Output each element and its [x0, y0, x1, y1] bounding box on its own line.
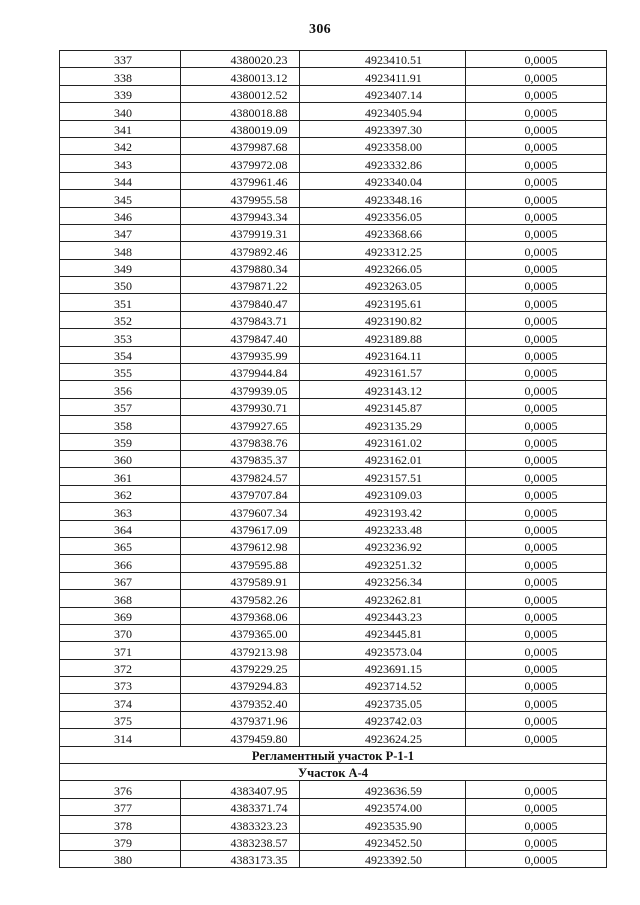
point-number-cell: 341	[60, 120, 181, 137]
y-coordinate-cell: 4923535.90	[300, 816, 466, 833]
accuracy-cell: 0,0005	[466, 381, 607, 398]
point-number-cell: 344	[60, 172, 181, 189]
point-number-cell: 362	[60, 485, 181, 502]
table-row	[60, 590, 607, 607]
accuracy-cell: 0,0005	[466, 520, 607, 537]
accuracy-cell: 0,0005	[466, 555, 607, 572]
table-row	[60, 381, 607, 398]
y-coordinate-cell: 4923162.01	[300, 450, 466, 467]
point-number-cell: 338	[60, 68, 181, 85]
point-number-cell: 356	[60, 381, 181, 398]
point-number-cell: 346	[60, 207, 181, 224]
point-number-cell: 347	[60, 224, 181, 241]
y-coordinate-cell: 4923714.52	[300, 677, 466, 694]
y-coordinate-cell: 4923145.87	[300, 398, 466, 415]
point-number-cell: 349	[60, 259, 181, 276]
accuracy-cell: 0,0005	[466, 485, 607, 502]
point-number-cell: 355	[60, 364, 181, 381]
x-coordinate-cell: 4379838.76	[181, 433, 300, 450]
x-coordinate-cell: 4383371.74	[181, 798, 300, 815]
table-row	[60, 207, 607, 224]
table-row	[60, 224, 607, 241]
x-coordinate-cell: 4379939.05	[181, 381, 300, 398]
x-coordinate-cell: 4379840.47	[181, 294, 300, 311]
x-coordinate-cell: 4379612.98	[181, 537, 300, 554]
accuracy-cell: 0,0005	[466, 398, 607, 415]
table-row	[60, 68, 607, 85]
coordinates-table	[59, 50, 607, 868]
y-coordinate-cell: 4923256.34	[300, 572, 466, 589]
x-coordinate-cell: 4379847.40	[181, 329, 300, 346]
point-number-cell: 339	[60, 85, 181, 102]
x-coordinate-cell: 4379919.31	[181, 224, 300, 241]
table-row	[60, 798, 607, 815]
table-row	[60, 103, 607, 120]
accuracy-cell: 0,0005	[466, 190, 607, 207]
y-coordinate-cell: 4923405.94	[300, 103, 466, 120]
table-row	[60, 677, 607, 694]
table-row	[60, 537, 607, 554]
accuracy-cell: 0,0005	[466, 798, 607, 815]
y-coordinate-cell: 4923109.03	[300, 485, 466, 502]
table-row	[60, 642, 607, 659]
point-number-cell: 375	[60, 711, 181, 728]
table-row	[60, 729, 607, 746]
x-coordinate-cell: 4379961.46	[181, 172, 300, 189]
point-number-cell: 370	[60, 624, 181, 641]
accuracy-cell: 0,0005	[466, 242, 607, 259]
accuracy-cell: 0,0005	[466, 642, 607, 659]
x-coordinate-cell: 4379927.65	[181, 416, 300, 433]
y-coordinate-cell: 4923624.25	[300, 729, 466, 746]
section-plot-title: Участок А-4	[60, 764, 607, 781]
y-coordinate-cell: 4923368.66	[300, 224, 466, 241]
y-coordinate-cell: 4923157.51	[300, 468, 466, 485]
point-number-cell: 377	[60, 798, 181, 815]
accuracy-cell: 0,0005	[466, 137, 607, 154]
point-number-cell: 359	[60, 433, 181, 450]
section-row	[60, 764, 607, 781]
table-row	[60, 607, 607, 624]
x-coordinate-cell: 4380018.88	[181, 103, 300, 120]
point-number-cell: 367	[60, 572, 181, 589]
point-number-cell: 360	[60, 450, 181, 467]
table-row	[60, 833, 607, 850]
table-row	[60, 659, 607, 676]
x-coordinate-cell: 4379459.80	[181, 729, 300, 746]
accuracy-cell: 0,0005	[466, 120, 607, 137]
accuracy-cell: 0,0005	[466, 729, 607, 746]
point-number-cell: 366	[60, 555, 181, 572]
table-row	[60, 190, 607, 207]
point-number-cell: 357	[60, 398, 181, 415]
table-row	[60, 816, 607, 833]
x-coordinate-cell: 4379943.34	[181, 207, 300, 224]
y-coordinate-cell: 4923263.05	[300, 277, 466, 294]
accuracy-cell: 0,0005	[466, 781, 607, 798]
y-coordinate-cell: 4923348.16	[300, 190, 466, 207]
point-number-cell: 358	[60, 416, 181, 433]
table-row	[60, 120, 607, 137]
y-coordinate-cell: 4923189.88	[300, 329, 466, 346]
accuracy-cell: 0,0005	[466, 259, 607, 276]
y-coordinate-cell: 4923443.23	[300, 607, 466, 624]
table-row	[60, 450, 607, 467]
table-row	[60, 624, 607, 641]
y-coordinate-cell: 4923392.50	[300, 850, 466, 867]
table-row	[60, 398, 607, 415]
point-number-cell: 363	[60, 503, 181, 520]
accuracy-cell: 0,0005	[466, 659, 607, 676]
table-row	[60, 694, 607, 711]
x-coordinate-cell: 4379352.40	[181, 694, 300, 711]
y-coordinate-cell: 4923236.92	[300, 537, 466, 554]
table-row	[60, 277, 607, 294]
accuracy-cell: 0,0005	[466, 433, 607, 450]
x-coordinate-cell: 4379972.08	[181, 155, 300, 172]
y-coordinate-cell: 4923233.48	[300, 520, 466, 537]
table-row	[60, 468, 607, 485]
accuracy-cell: 0,0005	[466, 207, 607, 224]
accuracy-cell: 0,0005	[466, 277, 607, 294]
table-row	[60, 329, 607, 346]
point-number-cell: 314	[60, 729, 181, 746]
y-coordinate-cell: 4923407.14	[300, 85, 466, 102]
section-headings	[60, 746, 607, 781]
y-coordinate-cell: 4923636.59	[300, 781, 466, 798]
y-coordinate-cell: 4923195.61	[300, 294, 466, 311]
accuracy-cell: 0,0005	[466, 155, 607, 172]
x-coordinate-cell: 4379582.26	[181, 590, 300, 607]
accuracy-cell: 0,0005	[466, 294, 607, 311]
y-coordinate-cell: 4923735.05	[300, 694, 466, 711]
accuracy-cell: 0,0005	[466, 103, 607, 120]
table-row	[60, 85, 607, 102]
accuracy-cell: 0,0005	[466, 624, 607, 641]
x-coordinate-cell: 4379835.37	[181, 450, 300, 467]
x-coordinate-cell: 4379871.22	[181, 277, 300, 294]
x-coordinate-cell: 4379935.99	[181, 346, 300, 363]
y-coordinate-cell: 4923573.04	[300, 642, 466, 659]
accuracy-cell: 0,0005	[466, 364, 607, 381]
accuracy-cell: 0,0005	[466, 346, 607, 363]
y-coordinate-cell: 4923262.81	[300, 590, 466, 607]
section-regulation-title: Регламентный участок Р-1-1	[60, 746, 607, 763]
y-coordinate-cell: 4923356.05	[300, 207, 466, 224]
table-row	[60, 311, 607, 328]
table-row	[60, 155, 607, 172]
table-row	[60, 242, 607, 259]
table-row	[60, 433, 607, 450]
point-number-cell: 352	[60, 311, 181, 328]
accuracy-cell: 0,0005	[466, 503, 607, 520]
x-coordinate-cell: 4379987.68	[181, 137, 300, 154]
y-coordinate-cell: 4923193.42	[300, 503, 466, 520]
x-coordinate-cell: 4379880.34	[181, 259, 300, 276]
x-coordinate-cell: 4383238.57	[181, 833, 300, 850]
x-coordinate-cell: 4379589.91	[181, 572, 300, 589]
table-row	[60, 364, 607, 381]
table-row	[60, 294, 607, 311]
x-coordinate-cell: 4380020.23	[181, 51, 300, 68]
y-coordinate-cell: 4923574.00	[300, 798, 466, 815]
point-number-cell: 350	[60, 277, 181, 294]
point-number-cell: 378	[60, 816, 181, 833]
page-number: 306	[309, 22, 331, 37]
table-row	[60, 259, 607, 276]
x-coordinate-cell: 4383323.23	[181, 816, 300, 833]
y-coordinate-cell: 4923691.15	[300, 659, 466, 676]
section-row	[60, 746, 607, 763]
accuracy-cell: 0,0005	[466, 711, 607, 728]
point-number-cell: 371	[60, 642, 181, 659]
table-row	[60, 346, 607, 363]
point-number-cell: 379	[60, 833, 181, 850]
accuracy-cell: 0,0005	[466, 468, 607, 485]
point-number-cell: 345	[60, 190, 181, 207]
x-coordinate-cell: 4379607.34	[181, 503, 300, 520]
y-coordinate-cell: 4923164.11	[300, 346, 466, 363]
y-coordinate-cell: 4923312.25	[300, 242, 466, 259]
coordinates-body-part1	[60, 51, 607, 747]
accuracy-cell: 0,0005	[466, 572, 607, 589]
point-number-cell: 361	[60, 468, 181, 485]
x-coordinate-cell: 4379955.58	[181, 190, 300, 207]
y-coordinate-cell: 4923190.82	[300, 311, 466, 328]
table-row	[60, 137, 607, 154]
point-number-cell: 351	[60, 294, 181, 311]
y-coordinate-cell: 4923143.12	[300, 381, 466, 398]
x-coordinate-cell: 4379365.00	[181, 624, 300, 641]
point-number-cell: 364	[60, 520, 181, 537]
x-coordinate-cell: 4379930.71	[181, 398, 300, 415]
table-row	[60, 485, 607, 502]
y-coordinate-cell: 4923340.04	[300, 172, 466, 189]
x-coordinate-cell: 4379229.25	[181, 659, 300, 676]
y-coordinate-cell: 4923358.00	[300, 137, 466, 154]
x-coordinate-cell: 4379368.06	[181, 607, 300, 624]
x-coordinate-cell: 4379944.84	[181, 364, 300, 381]
point-number-cell: 354	[60, 346, 181, 363]
point-number-cell: 343	[60, 155, 181, 172]
table-row	[60, 850, 607, 867]
y-coordinate-cell: 4923410.51	[300, 51, 466, 68]
accuracy-cell: 0,0005	[466, 590, 607, 607]
accuracy-cell: 0,0005	[466, 68, 607, 85]
y-coordinate-cell: 4923251.32	[300, 555, 466, 572]
x-coordinate-cell: 4379617.09	[181, 520, 300, 537]
accuracy-cell: 0,0005	[466, 172, 607, 189]
y-coordinate-cell: 4923135.29	[300, 416, 466, 433]
x-coordinate-cell: 4379595.88	[181, 555, 300, 572]
accuracy-cell: 0,0005	[466, 850, 607, 867]
x-coordinate-cell: 4379213.98	[181, 642, 300, 659]
point-number-cell: 372	[60, 659, 181, 676]
y-coordinate-cell: 4923397.30	[300, 120, 466, 137]
point-number-cell: 368	[60, 590, 181, 607]
accuracy-cell: 0,0005	[466, 607, 607, 624]
point-number-cell: 369	[60, 607, 181, 624]
coordinates-body-part2	[60, 781, 607, 868]
point-number-cell: 342	[60, 137, 181, 154]
y-coordinate-cell: 4923411.91	[300, 68, 466, 85]
accuracy-cell: 0,0005	[466, 51, 607, 68]
y-coordinate-cell: 4923742.03	[300, 711, 466, 728]
y-coordinate-cell: 4923161.02	[300, 433, 466, 450]
point-number-cell: 340	[60, 103, 181, 120]
x-coordinate-cell: 4383173.35	[181, 850, 300, 867]
point-number-cell: 374	[60, 694, 181, 711]
x-coordinate-cell: 4379892.46	[181, 242, 300, 259]
table-row	[60, 572, 607, 589]
accuracy-cell: 0,0005	[466, 694, 607, 711]
accuracy-cell: 0,0005	[466, 833, 607, 850]
accuracy-cell: 0,0005	[466, 677, 607, 694]
table-row	[60, 416, 607, 433]
y-coordinate-cell: 4923332.86	[300, 155, 466, 172]
accuracy-cell: 0,0005	[466, 450, 607, 467]
x-coordinate-cell: 4379824.57	[181, 468, 300, 485]
x-coordinate-cell: 4379707.84	[181, 485, 300, 502]
x-coordinate-cell: 4379843.71	[181, 311, 300, 328]
accuracy-cell: 0,0005	[466, 816, 607, 833]
accuracy-cell: 0,0005	[466, 416, 607, 433]
table-row	[60, 51, 607, 68]
point-number-cell: 348	[60, 242, 181, 259]
table-row	[60, 711, 607, 728]
accuracy-cell: 0,0005	[466, 537, 607, 554]
table-row	[60, 520, 607, 537]
x-coordinate-cell: 4380012.52	[181, 85, 300, 102]
point-number-cell: 353	[60, 329, 181, 346]
x-coordinate-cell: 4383407.95	[181, 781, 300, 798]
table-row	[60, 172, 607, 189]
y-coordinate-cell: 4923161.57	[300, 364, 466, 381]
accuracy-cell: 0,0005	[466, 85, 607, 102]
table-row	[60, 503, 607, 520]
x-coordinate-cell: 4380013.12	[181, 68, 300, 85]
y-coordinate-cell: 4923445.81	[300, 624, 466, 641]
x-coordinate-cell: 4379371.96	[181, 711, 300, 728]
point-number-cell: 376	[60, 781, 181, 798]
y-coordinate-cell: 4923266.05	[300, 259, 466, 276]
point-number-cell: 365	[60, 537, 181, 554]
table-row	[60, 781, 607, 798]
x-coordinate-cell: 4380019.09	[181, 120, 300, 137]
point-number-cell: 337	[60, 51, 181, 68]
table-row	[60, 555, 607, 572]
accuracy-cell: 0,0005	[466, 311, 607, 328]
point-number-cell: 380	[60, 850, 181, 867]
point-number-cell: 373	[60, 677, 181, 694]
accuracy-cell: 0,0005	[466, 224, 607, 241]
x-coordinate-cell: 4379294.83	[181, 677, 300, 694]
y-coordinate-cell: 4923452.50	[300, 833, 466, 850]
accuracy-cell: 0,0005	[466, 329, 607, 346]
